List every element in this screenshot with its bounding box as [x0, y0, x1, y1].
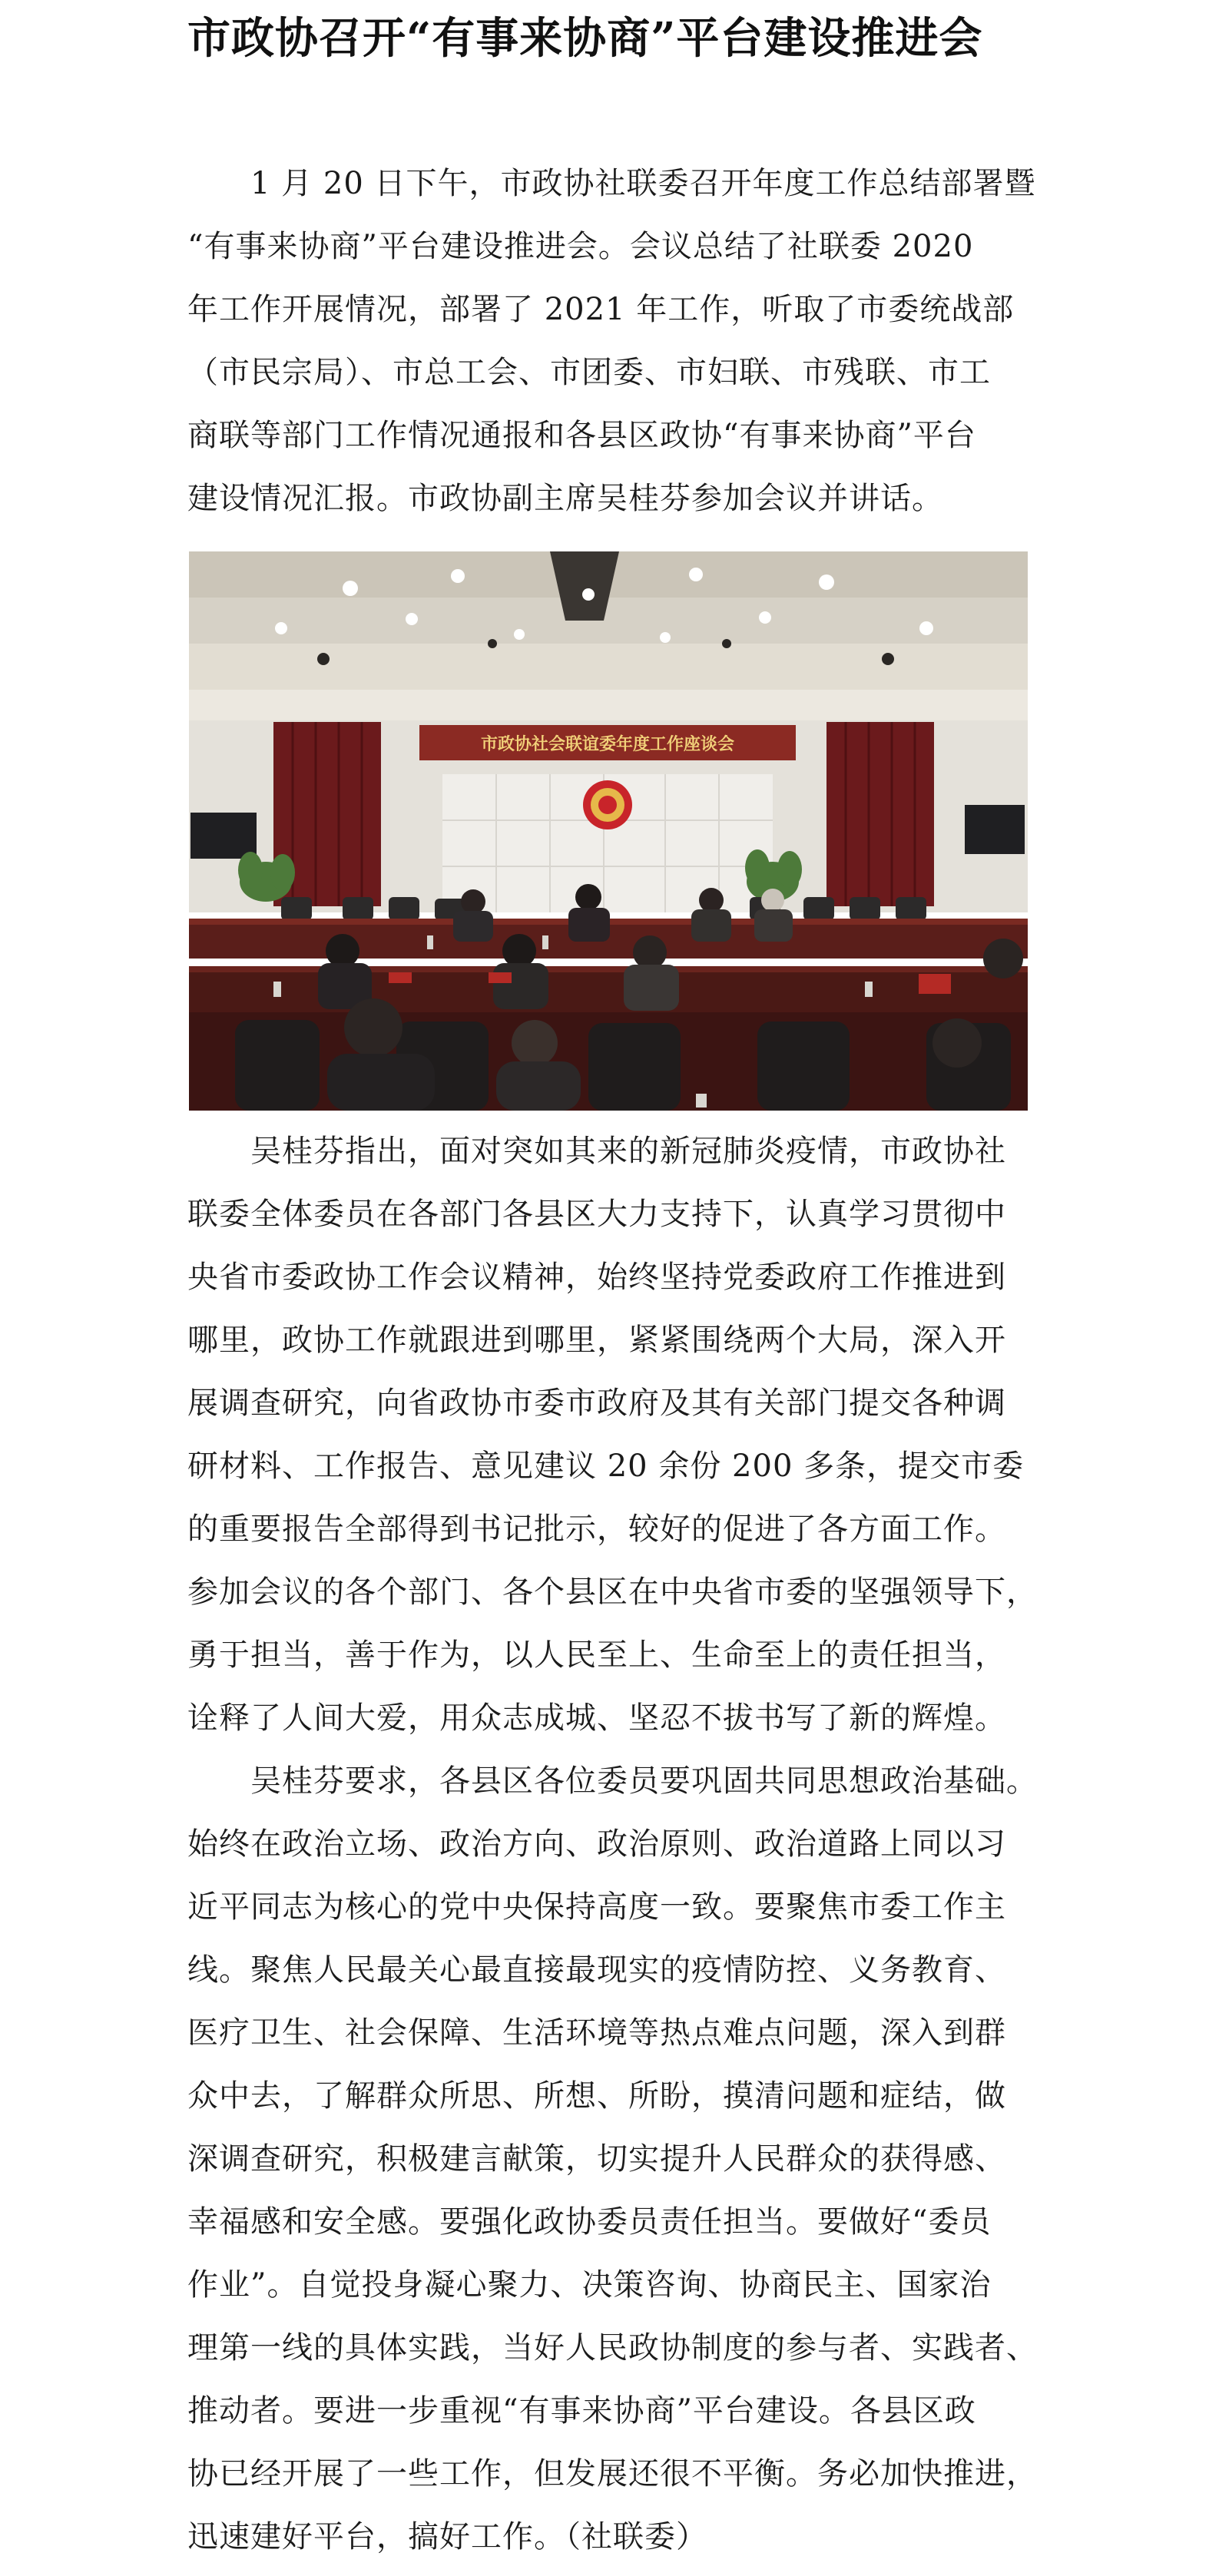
paragraph-line: 展调查研究，向省政协市委市政府及其有关部门提交各种调 — [187, 1386, 1006, 1421]
paragraph-line: “有事来协商”平台建设推进会。会议总结了社联委 2020 — [187, 229, 974, 264]
photo-banner-text: 市政协社会联谊委年度工作座谈会 — [480, 735, 735, 754]
paragraph-line: 联委全体委员在各部门各县区大力支持下，认真学习贯彻中 — [187, 1197, 1006, 1232]
paragraph-line: 吴桂芬指出，面对突如其来的新冠肺炎疫情，市政协社 — [250, 1134, 1006, 1169]
paragraph-line: 众中去，了解群众所思、所想、所盼，摸清问题和症结，做 — [187, 2078, 1006, 2114]
paragraph-line: 年工作开展情况，部署了 2021 年工作，听取了市委统战部 — [187, 292, 1015, 327]
paragraph-line: 深调查研究，积极建言献策，切实提升人民群众的获得感、 — [187, 2141, 1006, 2177]
paragraph-line: 吴桂芬要求，各县区各位委员要巩固共同思想政治基础。 — [250, 1763, 1038, 1799]
paragraph-line: 1 月 20 日下午，市政协社联委召开年度工作总结部署暨 — [250, 166, 1036, 201]
paragraph-line: 参加会议的各个部门、各个县区在中央省市委的坚强领导下， — [187, 1574, 1038, 1610]
paragraph-line: 协已经开展了一些工作，但发展还很不平衡。务必加快推进， — [187, 2456, 1038, 2492]
paragraph-line: 建设情况汇报。市政协副主席吴桂芬参加会议并讲话。 — [187, 481, 943, 516]
paragraph-line: 哪里，政协工作就跟进到哪里，紧紧围绕两个大局，深入开 — [187, 1323, 1006, 1358]
paragraph-line: 的重要报告全部得到书记批示，较好的促进了各方面工作。 — [187, 1511, 1006, 1547]
paragraph-1 — [187, 152, 1048, 530]
paragraph-line: 央省市委政协工作会议精神，始终坚持党委政府工作推进到 — [187, 1260, 1006, 1295]
paragraph-line: 推动者。要进一步重视“有事来协商”平台建设。各县区政 — [187, 2393, 976, 2429]
paragraph-line: 研材料、工作报告、意见建议 20 余份 200 多条，提交市委 — [187, 1449, 1025, 1484]
paragraph-line: 近平同志为核心的党中央保持高度一致。要聚焦市委工作主 — [187, 1889, 1006, 1925]
paragraph-line: 勇于担当，善于作为，以人民至上、生命至上的责任担当， — [187, 1637, 1006, 1673]
paragraph-3 — [187, 1750, 1048, 2568]
paragraph-line: 始终在政治立场、政治方向、政治原则、政治道路上同以习 — [187, 1826, 1006, 1862]
article-title: 市政协召开“有事来协商”平台建设推进会 — [187, 13, 983, 64]
paragraph-2 — [187, 1120, 1048, 1750]
paragraph-line: 商联等部门工作情况通报和各县区政协“有事来协商”平台 — [187, 418, 976, 453]
meeting-photo — [189, 551, 1028, 1111]
paragraph-line: （市民宗局）、市总工会、市团委、市妇联、市残联、市工 — [187, 355, 991, 390]
paragraph-line: 理第一线的具体实践，当好人民政协制度的参与者、实践者、 — [187, 2330, 1038, 2366]
paragraph-line: 诠释了人间大爱，用众志成城、坚忍不拔书写了新的辉煌。 — [187, 1700, 1006, 1736]
paragraph-line: 幸福感和安全感。要强化政协委员责任担当。要做好“委员 — [187, 2204, 992, 2240]
paragraph-line: 线。聚焦人民最关心最直接最现实的疫情防控、义务教育、 — [187, 1952, 1006, 1988]
paragraph-line: 迅速建好平台，搞好工作。（社联委） — [187, 2519, 707, 2554]
paragraph-line: 医疗卫生、社会保障、生活环境等热点难点问题，深入到群 — [187, 2015, 1006, 2051]
paragraph-line: 作业”。自觉投身凝心聚力、决策咨询、协商民主、国家治 — [187, 2267, 992, 2303]
